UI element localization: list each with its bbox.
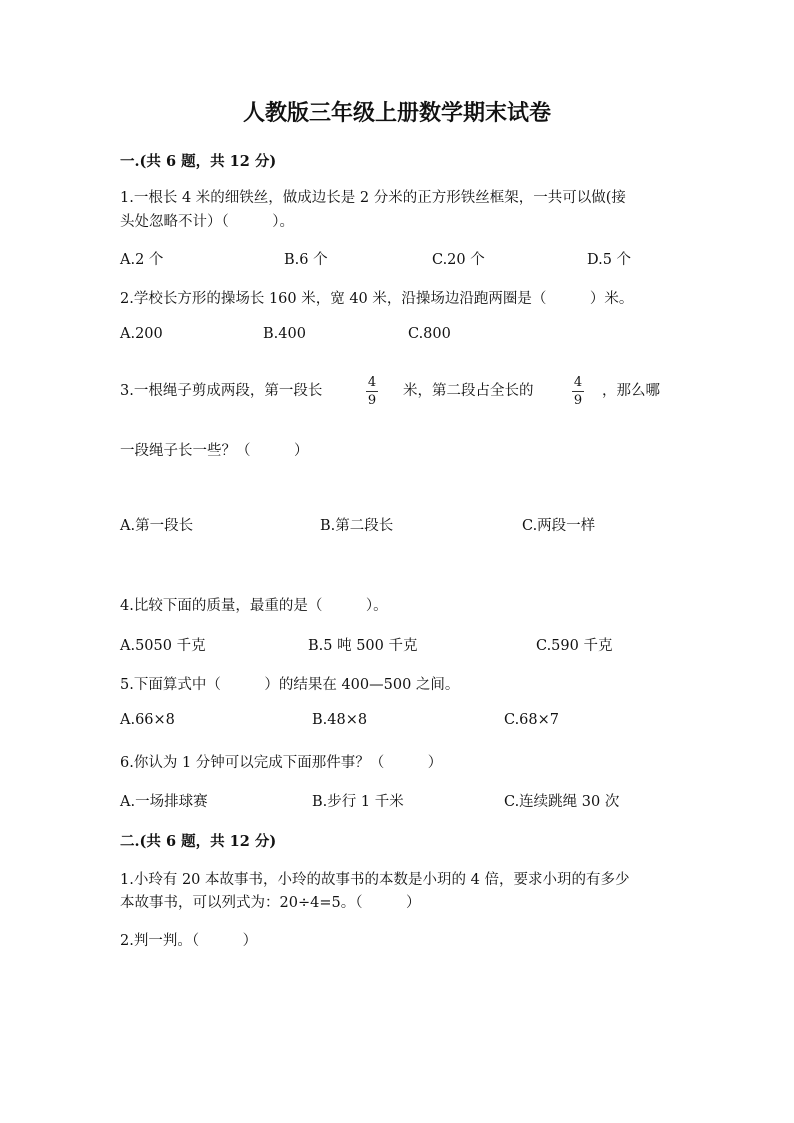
- question-6-option-a: A.一场排球赛: [120, 794, 208, 810]
- question-1-option-a: A.2 个: [120, 252, 164, 268]
- question-3-option-b: B.第二段长: [320, 518, 394, 534]
- question-6-text: 6.你认为 1 分钟可以完成下面那件事？（ ）: [120, 755, 443, 771]
- question-1-option-c: C.20 个: [432, 252, 485, 268]
- question-2-option-a: A.200: [120, 326, 163, 342]
- question-5-option-a: A.66×8: [120, 712, 175, 728]
- section-heading-1: 一.(共 6 题，共 12 分): [120, 153, 277, 170]
- page-title: 人教版三年级上册数学期末试卷: [242, 100, 551, 126]
- fraction-1-bar: [366, 391, 378, 392]
- question-3-part-3: ，那么哪: [602, 383, 660, 399]
- question-2-option-c: C.800: [408, 326, 451, 342]
- fraction-2-bar: [572, 391, 584, 392]
- fraction-1-denominator: 9: [367, 393, 377, 408]
- question-5-text: 5.下面算式中（ ）的结果在 400—500 之间。: [120, 677, 460, 693]
- fraction-1-numerator: 4: [367, 375, 377, 390]
- question-2-text: 2.学校长方形的操场长 160 米，宽 40 米，沿操场边沿跑两圈是（ ）米。: [120, 291, 634, 307]
- fraction-2-numerator: 4: [573, 375, 583, 390]
- question-6-option-c: C.连续跳绳 30 次: [504, 794, 620, 810]
- judge-2-text: 2.判一判。（ ）: [120, 933, 258, 949]
- question-1-option-b: B.6 个: [284, 252, 328, 268]
- question-3-line-2: 一段绳子长一些？（ ）: [120, 443, 309, 459]
- question-3-option-c: C.两段一样: [522, 518, 596, 534]
- question-6-option-b: B.步行 1 千米: [312, 794, 404, 810]
- question-3-option-a: A.第一段长: [120, 518, 194, 534]
- question-4-option-b: B.5 吨 500 千克: [308, 638, 418, 654]
- judge-1-line-1: 1.小玲有 20 本故事书，小玲的故事书的本数是小玥的 4 倍，要求小玥的有多少: [120, 872, 630, 888]
- section-heading-2: 二.(共 6 题，共 12 分): [120, 833, 277, 850]
- question-5-option-b: B.48×8: [312, 712, 368, 728]
- question-4-option-c: C.590 千克: [536, 638, 613, 654]
- question-1-line-1: 1.一根长 4 米的细铁丝，做成边长是 2 分米的正方形铁丝框架，一共可以做(接: [120, 190, 626, 206]
- question-2-option-b: B.400: [263, 326, 306, 342]
- question-4-text: 4.比较下面的质量，最重的是（ ）。: [120, 598, 388, 614]
- question-3-fraction-2: [572, 375, 584, 408]
- question-4-option-a: A.5050 千克: [120, 638, 206, 654]
- question-1-line-2: 头处忽略不计）（ ）。: [120, 214, 294, 230]
- question-5-option-c: C.68×7: [504, 712, 560, 728]
- judge-1-line-2: 本故事书，可以列式为：20÷4=5。（ ）: [120, 895, 421, 911]
- question-3-fraction-1: [366, 375, 378, 408]
- question-1-option-d: D.5 个: [587, 252, 632, 268]
- question-3-part-2: 米，第二段占全长的: [403, 383, 534, 399]
- question-3-part-1: 3.一根绳子剪成两段，第一段长: [120, 383, 323, 399]
- fraction-2-denominator: 9: [573, 393, 583, 408]
